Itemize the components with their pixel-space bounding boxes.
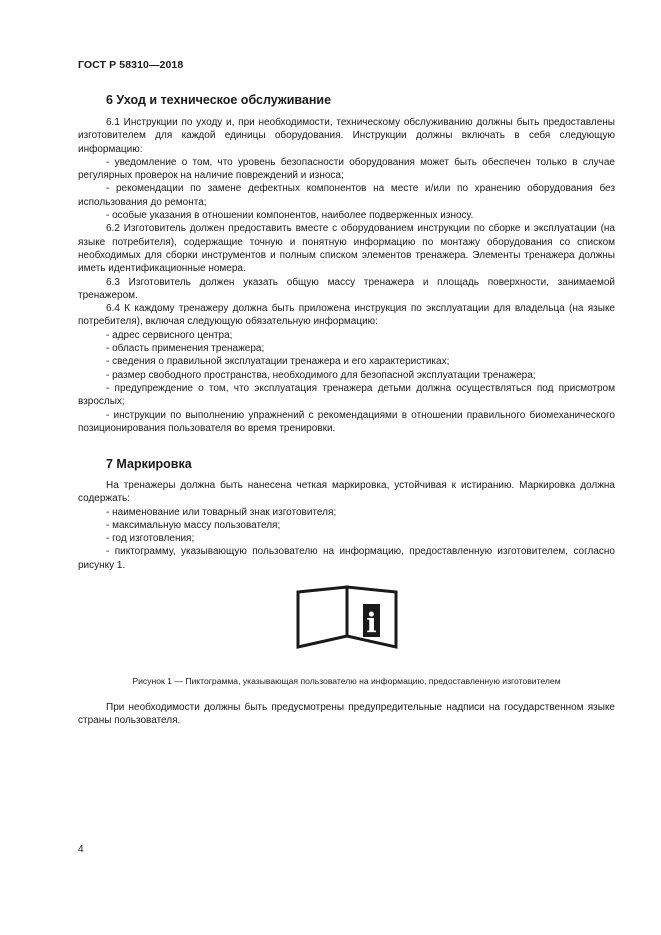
list-item: - рекомендации по замене дефектных компонентов на месте и/или по хранению оборудования без использования до ремонта; <box>78 183 615 208</box>
paragraph: 6.2 Изготовитель должен предоставить вместе с оборудованием инструкции по сборке и эксплуатации (на языке потребителя), содержащие точную и понятную информацию по монтажу оборудования со списком необходимых для сборки инструментов и полным списком элементов тренажера. Элементы тренажера должны иметь идентификационные номера. <box>78 223 615 275</box>
list-item: - адрес сервисного центра; <box>106 329 233 341</box>
paragraph: При необходимости должны быть предусмотрены предупредительные надписи на государственном языке страны пользователя. <box>78 702 615 727</box>
list-item: - уведомление о том, что уровень безопасности оборудования может быть обеспечен только в случае регулярных проверок на наличие повреждений и износа; <box>78 156 615 182</box>
figure-caption: Рисунок 1 — Пиктограмма, указывающая пользователю на информацию, предоставленную изготовителем <box>132 676 561 686</box>
paragraph: 6.1 Инструкции по уходу и, при необходимости, техническому обслуживанию должны быть предоставлены изготовителем для каждой единицы оборудования. Инструкции должны включать в себя следующую информацию: <box>78 117 615 155</box>
list-item: - сведения о правильной эксплуатации тренажера и его характеристиках; <box>106 356 450 368</box>
section-6-title: 6 Уход и техническое обслуживание <box>106 93 332 107</box>
book-info-icon <box>296 585 398 649</box>
section-7-body <box>78 479 615 572</box>
list-item: - особые указания в отношении компонентов, наиболее подверженных износу. <box>106 210 474 222</box>
list-item: - размер свободного пространства, необходимого для безопасной эксплуатации тренажера; <box>106 369 536 381</box>
list-item: - наименование или товарный знак изготовителя; <box>106 506 337 518</box>
info-glyph: i <box>366 608 377 639</box>
list-item: - инструкции по выполнению упражнений с рекомендациями в отношении правильного биомеханического позиционирования пользователя во время тренировки. <box>78 409 615 434</box>
paragraph: 6.3 Изготовитель должен указать общую массу тренажера и площадь поверхности, занимаемой тренажером. <box>78 276 615 301</box>
list-item: - предупреждение о том, что эксплуатация тренажера детьми должна осуществляться под присмотром взрослых; <box>78 382 615 408</box>
paragraph: 6.4 К каждому тренажеру должна быть приложена инструкция по эксплуатации для владельца (на языке потребителя), включая следующую обязательную информацию: <box>78 303 615 328</box>
list-item: - максимальную массу пользователя; <box>106 519 281 531</box>
section-7-title: 7 Маркировка <box>106 457 192 471</box>
final-paragraph-block <box>78 701 615 728</box>
list-item: - год изготовления; <box>106 533 195 545</box>
paragraph: На тренажеры должна быть нанесена четкая маркировка, устойчивая к истиранию. Маркировка должна содержать: <box>78 480 615 505</box>
page-number: 4 <box>78 844 84 855</box>
section-6-body <box>78 116 615 435</box>
list-item: - область применения тренажера; <box>106 343 265 355</box>
list-item: - пиктограмму, указывающую пользователю на информацию, предоставленную изготовителем, согласно рисунку 1. <box>78 546 615 571</box>
document-code: ГОСТ Р 58310—2018 <box>78 59 184 71</box>
